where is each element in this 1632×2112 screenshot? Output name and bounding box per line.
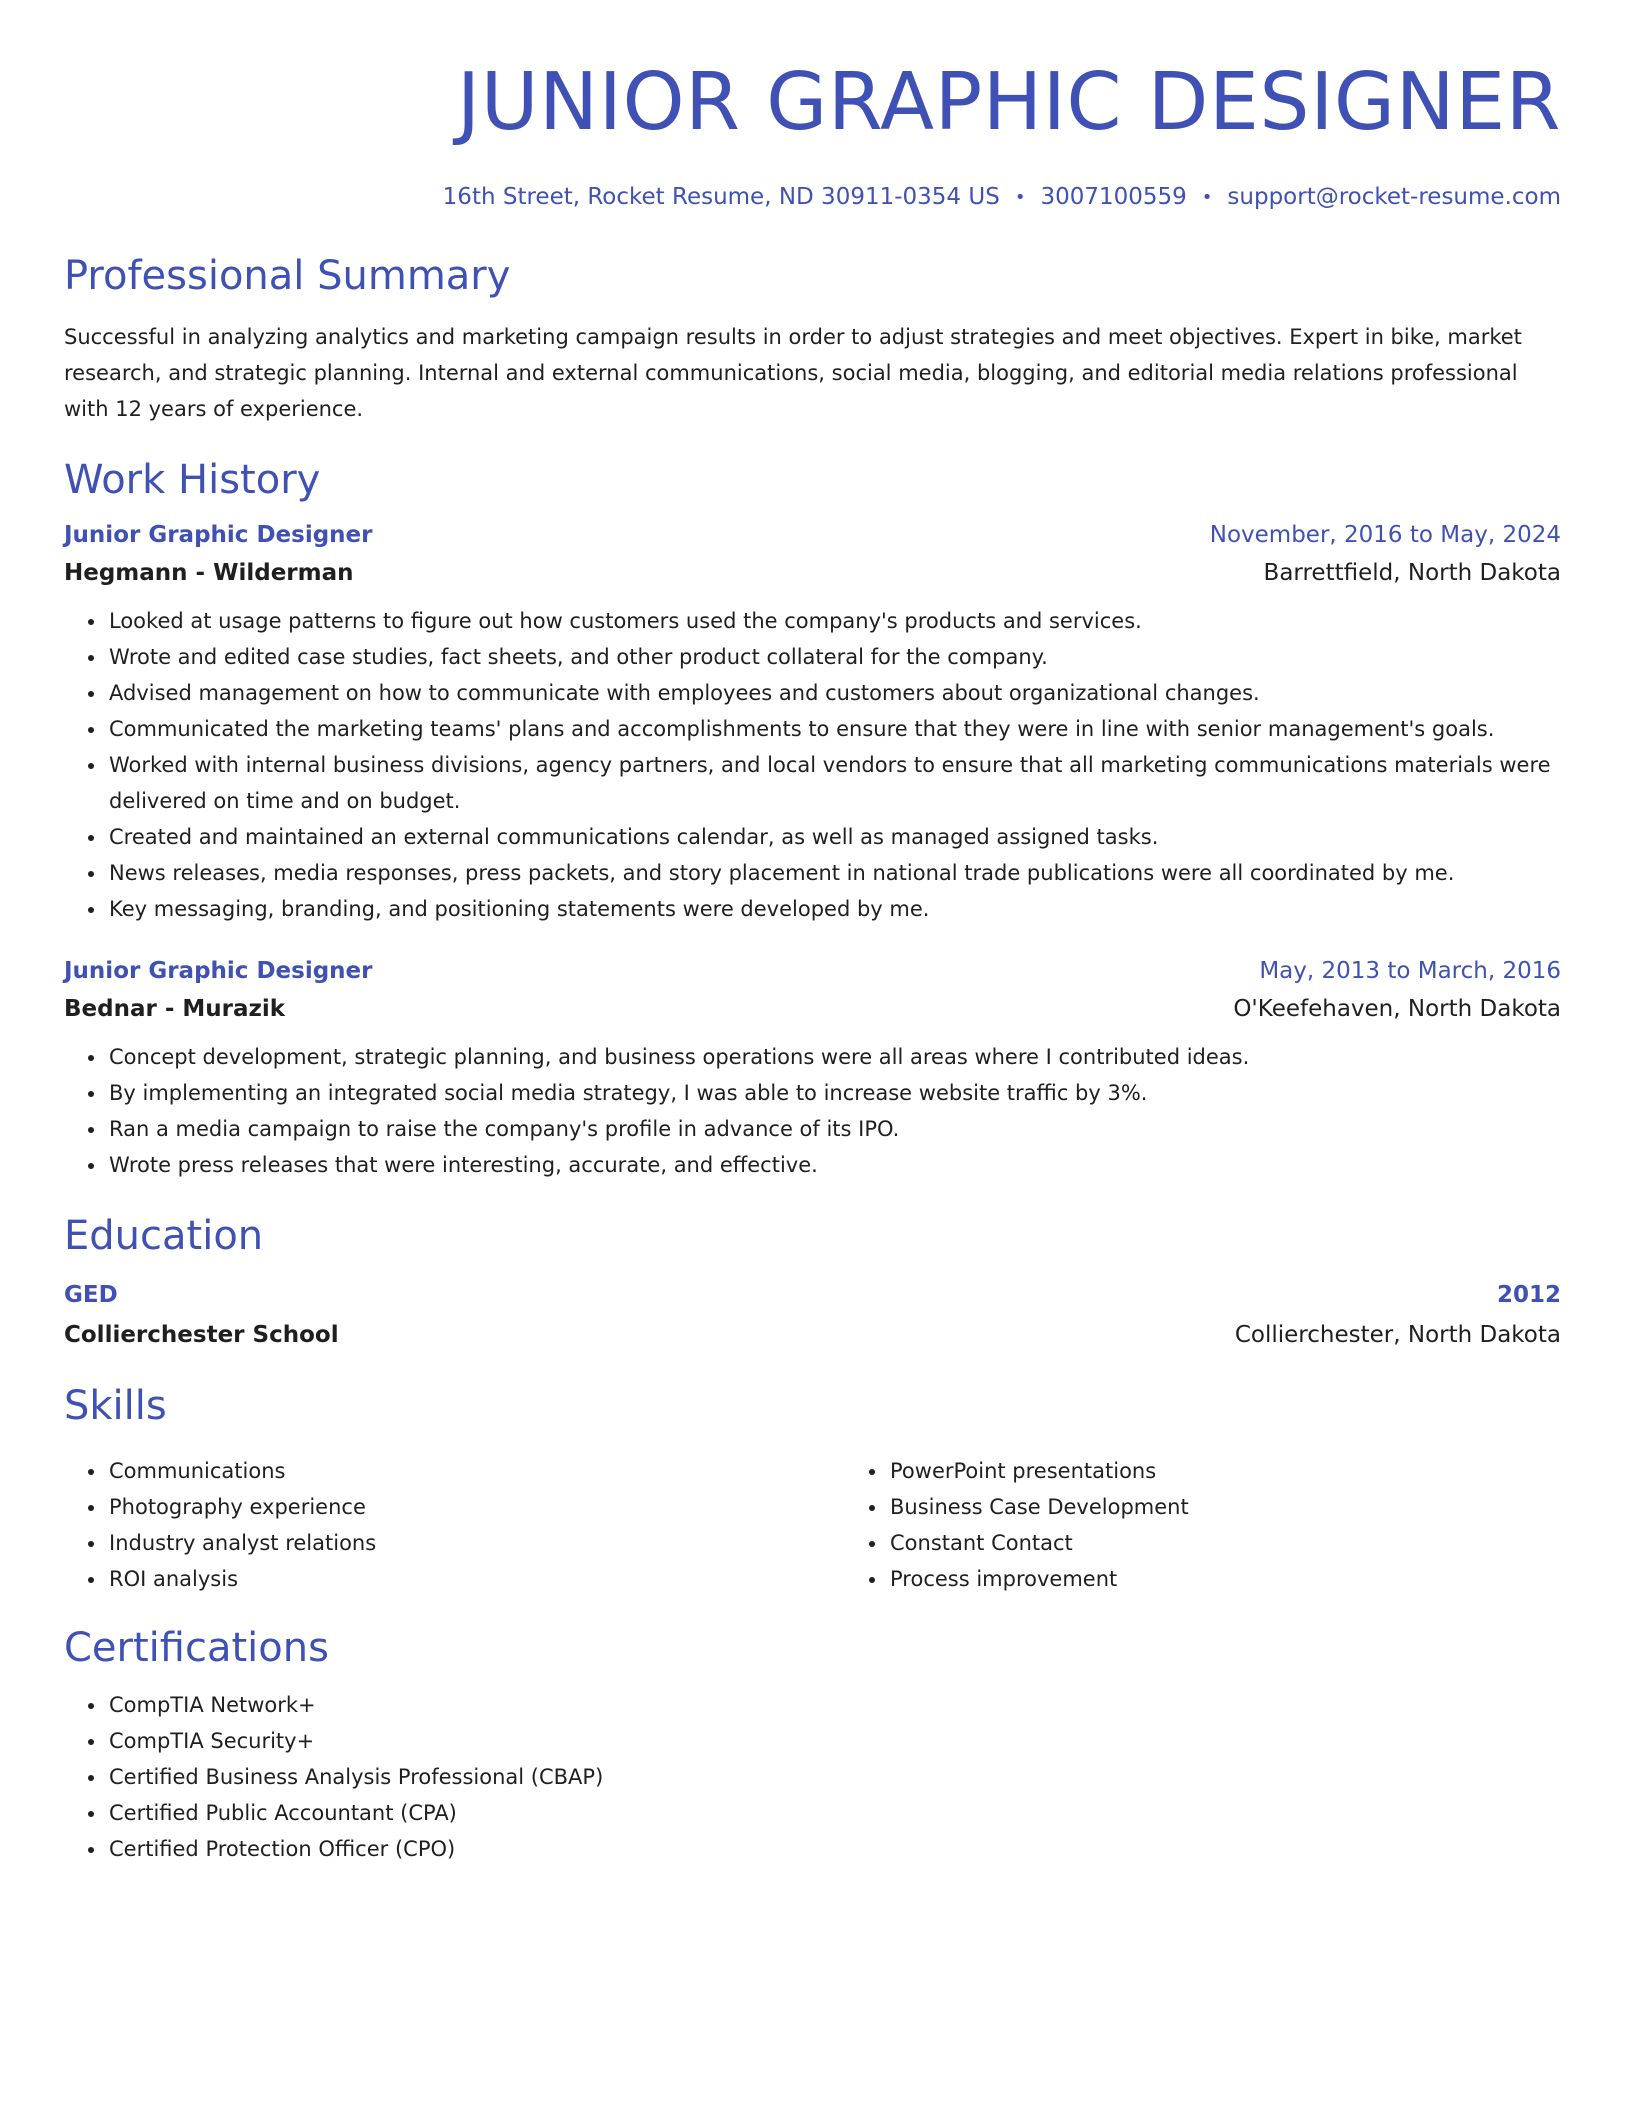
job-dates: May, 2013 to March, 2016 <box>1259 958 1561 984</box>
job-bullet: • Key messaging, branding, and positioning statements were developed by me. <box>107 891 1561 927</box>
job-bullets <box>64 1039 1561 1183</box>
contact-line <box>64 182 1561 213</box>
certification-item: • Certified Protection Officer (CPO) <box>107 1831 1561 1867</box>
section-heading-education: Education <box>64 1213 264 1259</box>
certifications-list <box>64 1687 1561 1867</box>
resume-page <box>64 0 1561 1867</box>
skill-item: • ROI analysis <box>107 1561 845 1597</box>
email-text: support@rocket-resume.com <box>1227 184 1561 210</box>
certification-item: • Certified Public Accountant (CPA) <box>107 1795 1561 1831</box>
job-employer: Hegmann - Wilderman <box>64 560 354 586</box>
section-heading-skills: Skills <box>64 1383 167 1429</box>
skill-item: • Communications <box>107 1453 845 1489</box>
job-location: Barrettfield, North Dakota <box>1263 560 1561 586</box>
job-employer: Bednar - Murazik <box>64 996 286 1022</box>
job-bullet: • Created and maintained an external communications calendar, as well as managed assigned tasks. <box>107 819 1561 855</box>
skill-item: • Process improvement <box>888 1561 1626 1597</box>
section-heading-work-history: Work History <box>64 457 321 503</box>
job-bullet: • Looked at usage patterns to figure out how customers used the company's products and services. <box>107 603 1561 639</box>
certification-item: • CompTIA Security+ <box>107 1723 1561 1759</box>
skill-item: • Constant Contact <box>888 1525 1626 1561</box>
separator-dot: • <box>1201 187 1213 208</box>
education-year: 2012 <box>1496 1282 1561 1308</box>
section-heading-summary: Professional Summary <box>64 253 511 299</box>
job-dates: November, 2016 to May, 2024 <box>1209 522 1561 548</box>
certification-item: • CompTIA Network+ <box>107 1687 1561 1723</box>
education-school: Collierchester School <box>64 1322 339 1348</box>
education-header <box>64 1279 1561 1311</box>
job-employer-row <box>64 993 1561 1025</box>
certification-item: • Certified Business Analysis Professional (CBAP) <box>107 1759 1561 1795</box>
skills-list-right <box>845 1453 1626 1597</box>
job-bullet: • Concept development, strategic planning, and business operations were all areas where I contributed ideas. <box>107 1039 1561 1075</box>
job-entry <box>64 519 1561 927</box>
phone-text: 3007100559 <box>1040 184 1187 210</box>
job-bullets <box>64 603 1561 927</box>
job-bullet: • News releases, media responses, press packets, and story placement in national trade publications were all coordinated by me. <box>107 855 1561 891</box>
skills-columns <box>64 1439 1561 1597</box>
job-header <box>64 519 1561 551</box>
job-location: O'Keefehaven, North Dakota <box>1233 996 1561 1022</box>
job-entry <box>64 955 1561 1183</box>
education-entry <box>64 1279 1561 1351</box>
separator-dot: • <box>1014 187 1026 208</box>
education-degree: GED <box>64 1282 118 1308</box>
job-bullet: • Wrote press releases that were interesting, accurate, and effective. <box>107 1147 1561 1183</box>
skills-list-left <box>64 1453 845 1597</box>
skill-item: • Business Case Development <box>888 1489 1626 1525</box>
job-bullet: • Ran a media campaign to raise the company's profile in advance of its IPO. <box>107 1111 1561 1147</box>
job-bullet: • By implementing an integrated social media strategy, I was able to increase website traffic by 3%. <box>107 1075 1561 1111</box>
section-heading-certifications: Certifications <box>64 1625 329 1671</box>
education-school-row <box>64 1319 1561 1351</box>
summary-paragraph: Successful in analyzing analytics and marketing campaign results in order to adjust strategies and meet objectives. Expert in bike, market research, and strategic planning. Internal and external communications, social media, blogging, and editorial media relations professional with 12 years of experience. <box>64 325 1522 421</box>
education-location: Collierchester, North Dakota <box>1234 1322 1561 1348</box>
job-role: Junior Graphic Designer <box>64 958 373 984</box>
skill-item: • Photography experience <box>107 1489 845 1525</box>
address-text: 16th Street, Rocket Resume, ND 30911-0354 US <box>442 184 1000 210</box>
job-bullet: • Communicated the marketing teams' plans and accomplishments to ensure that they were in line with senior management's goals. <box>107 711 1561 747</box>
resume-title: JUNIOR GRAPHIC DESIGNER <box>456 56 1561 148</box>
skill-item: • Industry analyst relations <box>107 1525 845 1561</box>
job-bullet: • Wrote and edited case studies, fact sheets, and other product collateral for the company. <box>107 639 1561 675</box>
job-employer-row <box>64 557 1561 589</box>
job-bullet: • Worked with internal business divisions, agency partners, and local vendors to ensure that all marketing communications materials were delivered on time and on budget. <box>107 747 1561 819</box>
job-role: Junior Graphic Designer <box>64 522 373 548</box>
job-bullet: • Advised management on how to communicate with employees and customers about organizational changes. <box>107 675 1561 711</box>
job-header <box>64 955 1561 987</box>
skill-item: • PowerPoint presentations <box>888 1453 1626 1489</box>
